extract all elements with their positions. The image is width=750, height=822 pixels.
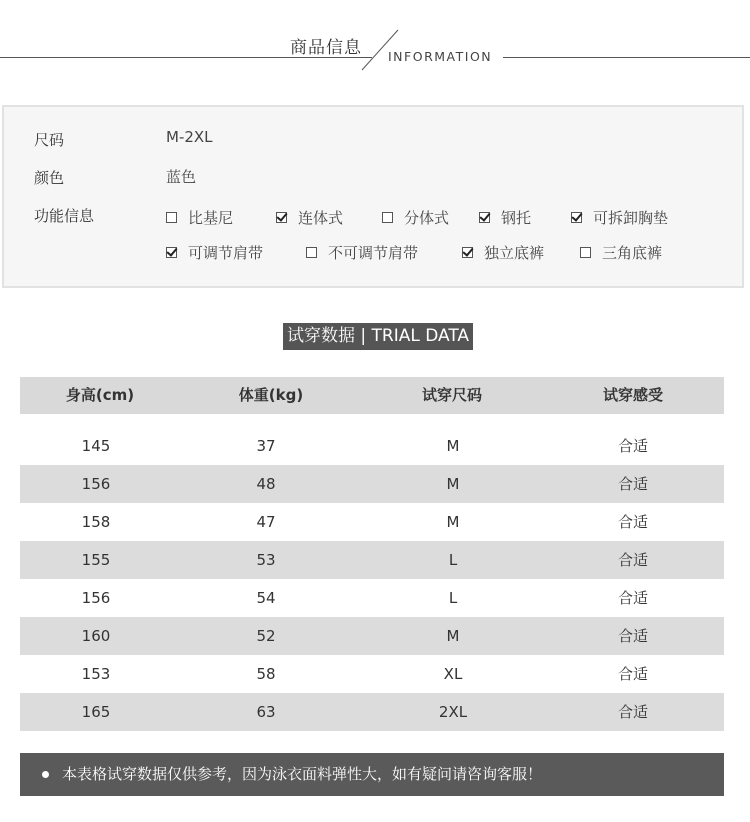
table-cell: 155 bbox=[81, 551, 111, 569]
checkbox-unchecked-icon[interactable] bbox=[580, 247, 591, 258]
trial-data-title: 试穿数据 | TRIAL DATA bbox=[283, 323, 473, 350]
table-cell: 153 bbox=[81, 665, 111, 683]
feature-option[interactable] bbox=[166, 242, 263, 263]
column-header-feeling: 试穿感受 bbox=[602, 386, 664, 404]
section-title: 商品信息 bbox=[290, 38, 362, 58]
table-cell: 合适 bbox=[617, 589, 649, 607]
table-cell: M bbox=[446, 513, 460, 531]
table-cell: 合适 bbox=[617, 627, 649, 645]
feature-label: 独立底裤 bbox=[484, 244, 545, 262]
table-cell: XL bbox=[443, 665, 463, 683]
checkbox-unchecked-icon[interactable] bbox=[166, 212, 177, 223]
table-cell: 54 bbox=[256, 589, 276, 607]
table-header bbox=[20, 377, 724, 414]
table-cell: 合适 bbox=[617, 437, 649, 455]
feature-option[interactable] bbox=[479, 207, 531, 228]
column-header-size: 试穿尺码 bbox=[421, 386, 483, 404]
table-cell: 37 bbox=[256, 437, 276, 455]
feature-label: 分体式 bbox=[404, 209, 450, 227]
table-cell: 合适 bbox=[617, 665, 649, 683]
feature-option[interactable] bbox=[382, 207, 449, 228]
table-row bbox=[20, 617, 724, 655]
table-cell: L bbox=[448, 551, 458, 569]
table-cell: 145 bbox=[81, 437, 111, 455]
table-row bbox=[20, 693, 724, 731]
table-cell: 158 bbox=[81, 513, 111, 531]
table-cell: 58 bbox=[256, 665, 276, 683]
column-header-height: 身高(cm) bbox=[65, 386, 135, 404]
table-row bbox=[20, 465, 724, 503]
table-cell: 52 bbox=[256, 627, 276, 645]
feature-option[interactable] bbox=[166, 207, 233, 228]
feature-label: 不可调节肩带 bbox=[328, 244, 419, 262]
checkbox-unchecked-icon[interactable] bbox=[306, 247, 317, 258]
feature-option[interactable] bbox=[571, 207, 668, 228]
table-row bbox=[20, 579, 724, 617]
table-cell: 160 bbox=[81, 627, 111, 645]
feature-label: 可调节肩带 bbox=[188, 244, 264, 262]
table-cell: 156 bbox=[81, 475, 111, 493]
checkbox-checked-icon[interactable] bbox=[276, 212, 287, 223]
table-cell: 165 bbox=[81, 703, 111, 721]
checkbox-checked-icon[interactable] bbox=[462, 247, 473, 258]
size-value: M-2XL bbox=[166, 128, 213, 146]
column-header-weight: 体重(kg) bbox=[238, 386, 304, 404]
table-cell: 合适 bbox=[617, 513, 649, 531]
checkbox-checked-icon[interactable] bbox=[166, 247, 177, 258]
header-divider-right bbox=[503, 57, 750, 58]
feature-option[interactable] bbox=[462, 242, 544, 263]
table-cell: M bbox=[446, 475, 460, 493]
checkbox-checked-icon[interactable] bbox=[479, 212, 490, 223]
table-cell: 63 bbox=[256, 703, 276, 721]
feature-option[interactable] bbox=[276, 207, 343, 228]
table-row bbox=[20, 427, 724, 465]
product-info-panel bbox=[2, 105, 744, 288]
feature-option[interactable] bbox=[580, 242, 662, 263]
table-cell: 48 bbox=[256, 475, 276, 493]
feature-label: 可拆卸胸垫 bbox=[593, 209, 669, 227]
table-cell: 47 bbox=[256, 513, 276, 531]
feature-label: 三角底裤 bbox=[602, 244, 663, 262]
disclaimer-text: 本表格试穿数据仅供参考，因为泳衣面料弹性大，如有疑问请咨询客服！ bbox=[62, 765, 543, 783]
table-cell: M bbox=[446, 437, 460, 455]
color-value: 蓝色 bbox=[166, 168, 197, 186]
color-label: 颜色 bbox=[34, 169, 65, 187]
bullet-icon bbox=[42, 771, 49, 778]
table-cell: 156 bbox=[81, 589, 111, 607]
checkbox-unchecked-icon[interactable] bbox=[382, 212, 393, 223]
disclaimer-note bbox=[20, 753, 724, 796]
table-cell: M bbox=[446, 627, 460, 645]
feature-label: 钢托 bbox=[501, 209, 532, 227]
table-row bbox=[20, 503, 724, 541]
table-cell: 合适 bbox=[617, 703, 649, 721]
feature-option[interactable] bbox=[306, 242, 418, 263]
section-subtitle: INFORMATION bbox=[388, 49, 493, 64]
table-cell: L bbox=[448, 589, 458, 607]
features-label: 功能信息 bbox=[34, 207, 95, 225]
table-row bbox=[20, 655, 724, 693]
table-cell: 合适 bbox=[617, 475, 649, 493]
feature-label: 连体式 bbox=[298, 209, 344, 227]
table-cell: 53 bbox=[256, 551, 276, 569]
table-cell: 合适 bbox=[617, 551, 649, 569]
table-row bbox=[20, 541, 724, 579]
size-label: 尺码 bbox=[34, 131, 65, 149]
feature-label: 比基尼 bbox=[188, 209, 234, 227]
table-cell: 2XL bbox=[438, 703, 468, 721]
checkbox-checked-icon[interactable] bbox=[571, 212, 582, 223]
